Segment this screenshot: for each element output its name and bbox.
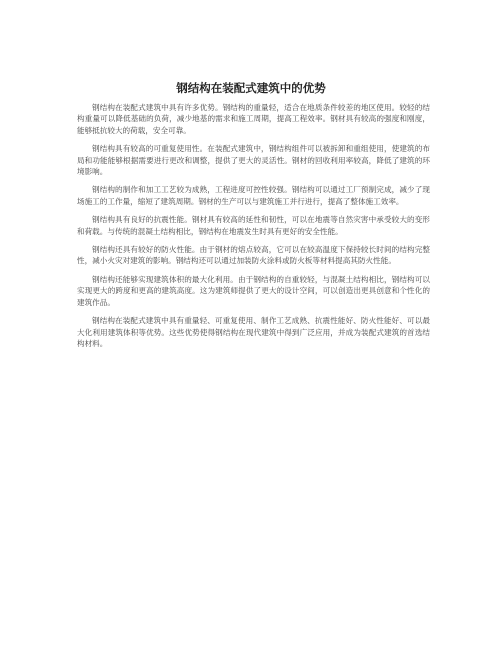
paragraph-3: 钢结构的制作和加工工艺较为成熟，工程进度可控性较强。钢结构可以通过工厂预制完成，减少了现场施工的工作量，缩短了建筑周期。钢材的生产可以与建筑施工并行进行，提高了整体施工效率。 <box>77 185 430 206</box>
paragraph-4: 钢结构具有良好的抗震性能。钢材具有较高的延性和韧性，可以在地震等自然灾害中承受较大的变形和荷载。与传统的混凝土结构相比，钢结构在地震发生时具有更好的安全性能。 <box>77 215 430 236</box>
paragraph-1: 钢结构在装配式建筑中具有许多优势。钢结构的重量轻，适合在地质条件较差的地区使用。较轻的结构重量可以降低基础的负荷，减少地基的需求和施工周期，提高工程效率。钢材具有较高的强度和刚度，能够抵抗较大的荷载，安全可靠。 <box>77 103 430 135</box>
paragraph-2: 钢结构具有较高的可重复使用性。在装配式建筑中，钢结构组件可以被拆卸和重组使用，使建筑的布局和功能能够根据需要进行更改和调整，提供了更大的灵活性。钢材的回收利用率较高，降低了建筑的环境影响。 <box>77 144 430 177</box>
document-body <box>77 102 430 356</box>
document-title: 钢结构在装配式建筑中的优势 <box>176 81 326 95</box>
paragraph-7: 钢结构在装配式建筑中具有重量轻、可重复使用、制作工艺成熟、抗震性能好、防火性能好、可以最大化利用建筑体积等优势。这些优势使得钢结构在现代建筑中得到广泛应用，并成为装配式建筑的首选结构材料。 <box>77 316 430 348</box>
paragraph-6: 钢结构还能够实现建筑体积的最大化利用。由于钢结构的自重较轻，与混凝土结构相比，钢结构可以实现更大的跨度和更高的建筑高度。这为建筑师提供了更大的设计空间，可以创造出更具创意和个性化的建筑作品。 <box>77 274 430 307</box>
paragraph-5: 钢结构还具有较好的防火性能。由于钢材的熔点较高，它可以在较高温度下保持较长时间的结构完整性，减小火灾对建筑的影响。钢结构还可以通过加装防火涂料或防火板等材料提高其防火性能。 <box>77 245 430 266</box>
